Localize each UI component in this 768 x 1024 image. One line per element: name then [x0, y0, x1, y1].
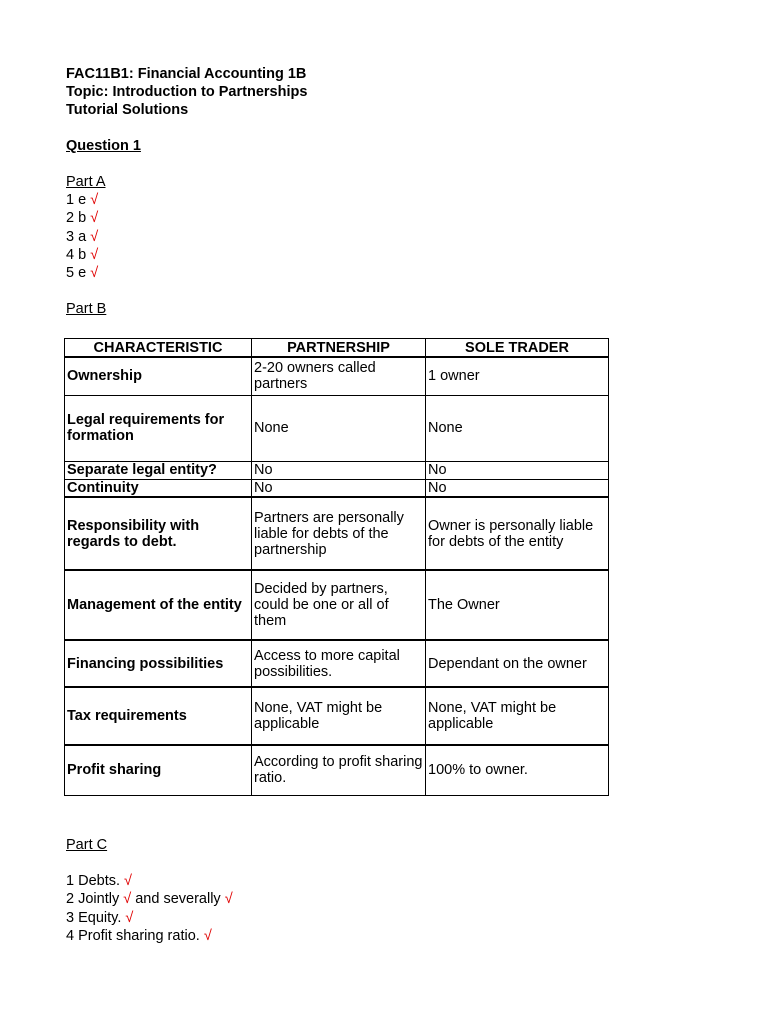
table-header-row: [65, 339, 609, 358]
row-characteristic: Continuity: [65, 479, 252, 497]
row-partnership: None: [252, 395, 426, 461]
part-a-answer-1: 1 e √: [66, 192, 99, 209]
tick-mark-icon: √: [90, 264, 99, 281]
row-sole-trader: Owner is personally liable for debts of the entity: [426, 497, 609, 570]
tick-mark-icon: √: [203, 927, 212, 944]
row-sole-trader: 1 owner: [426, 357, 609, 395]
characteristics-table: [64, 338, 609, 796]
part-c-label: Part C: [66, 837, 108, 853]
row-sole-trader: None: [426, 395, 609, 461]
tick-mark-icon: √: [125, 909, 134, 926]
row-partnership: No: [252, 479, 426, 497]
table-row: [65, 497, 609, 570]
question-1-title: Question 1: [66, 138, 141, 154]
part-c-answer-1: 1 Debts. √: [66, 873, 132, 890]
tick-mark-icon: √: [90, 246, 99, 263]
row-sole-trader: None, VAT might be applicable: [426, 687, 609, 745]
table-row: [65, 357, 609, 395]
tick-mark-icon: √: [124, 873, 132, 890]
part-c-answer-4: 4 Profit sharing ratio. √: [66, 927, 212, 944]
row-characteristic: Profit sharing: [65, 745, 252, 795]
course-title: FAC11B1: Financial Accounting 1B: [66, 66, 307, 82]
table-row: [65, 687, 609, 745]
row-partnership: 2-20 owners called partners: [252, 357, 426, 395]
part-a-label: Part A: [66, 174, 106, 190]
part-c-section: [66, 836, 233, 945]
part-b-label: Part B: [66, 301, 107, 318]
document-page: [66, 65, 626, 318]
row-sole-trader: The Owner: [426, 570, 609, 640]
row-partnership: Decided by partners, could be one or all of them: [252, 570, 426, 640]
table-row: [65, 570, 609, 640]
row-sole-trader: 100% to owner.: [426, 745, 609, 795]
row-characteristic: Responsibility with regards to debt.: [65, 497, 252, 570]
row-partnership: According to profit sharing ratio.: [252, 745, 426, 795]
table-row: [65, 395, 609, 461]
row-partnership: None, VAT might be applicable: [252, 687, 426, 745]
topic-title: Topic: Introduction to Partnerships: [66, 84, 308, 100]
row-sole-trader: No: [426, 479, 609, 497]
tick-mark-icon: √: [123, 891, 132, 908]
row-characteristic: Tax requirements: [65, 687, 252, 745]
column-header-sole-trader: SOLE TRADER: [426, 339, 609, 358]
row-partnership: Partners are personally liable for debts of the partnership: [252, 497, 426, 570]
row-characteristic: Management of the entity: [65, 570, 252, 640]
part-c-answer-3: 3 Equity. √: [66, 909, 134, 926]
part-c-answer-2: 2 Jointly √ and severally √: [66, 891, 233, 908]
tick-mark-icon: √: [224, 891, 233, 908]
tick-mark-icon: √: [90, 210, 99, 227]
part-a-answer-4: 4 b √: [66, 246, 99, 263]
table-row: [65, 640, 609, 687]
row-partnership: Access to more capital possibilities.: [252, 640, 426, 687]
tick-mark-icon: √: [90, 192, 99, 209]
part-a-answers: [66, 191, 626, 282]
table-row: [65, 461, 609, 479]
row-sole-trader: Dependant on the owner: [426, 640, 609, 687]
tick-mark-icon: √: [90, 228, 99, 245]
part-a-answer-5: 5 e √: [66, 264, 99, 281]
part-a-answer-2: 2 b √: [66, 210, 99, 227]
row-characteristic: Legal requirements for formation: [65, 395, 252, 461]
row-sole-trader: No: [426, 461, 609, 479]
row-characteristic: Separate legal entity?: [65, 461, 252, 479]
table-row: [65, 479, 609, 497]
column-header-partnership: PARTNERSHIP: [252, 339, 426, 358]
row-characteristic: Financing possibilities: [65, 640, 252, 687]
table-row: [65, 745, 609, 795]
part-a-answer-3: 3 a √: [66, 228, 99, 245]
row-characteristic: Ownership: [65, 357, 252, 395]
document-subtitle: Tutorial Solutions: [66, 102, 189, 118]
column-header-characteristic: CHARACTERISTIC: [65, 339, 252, 358]
row-partnership: No: [252, 461, 426, 479]
